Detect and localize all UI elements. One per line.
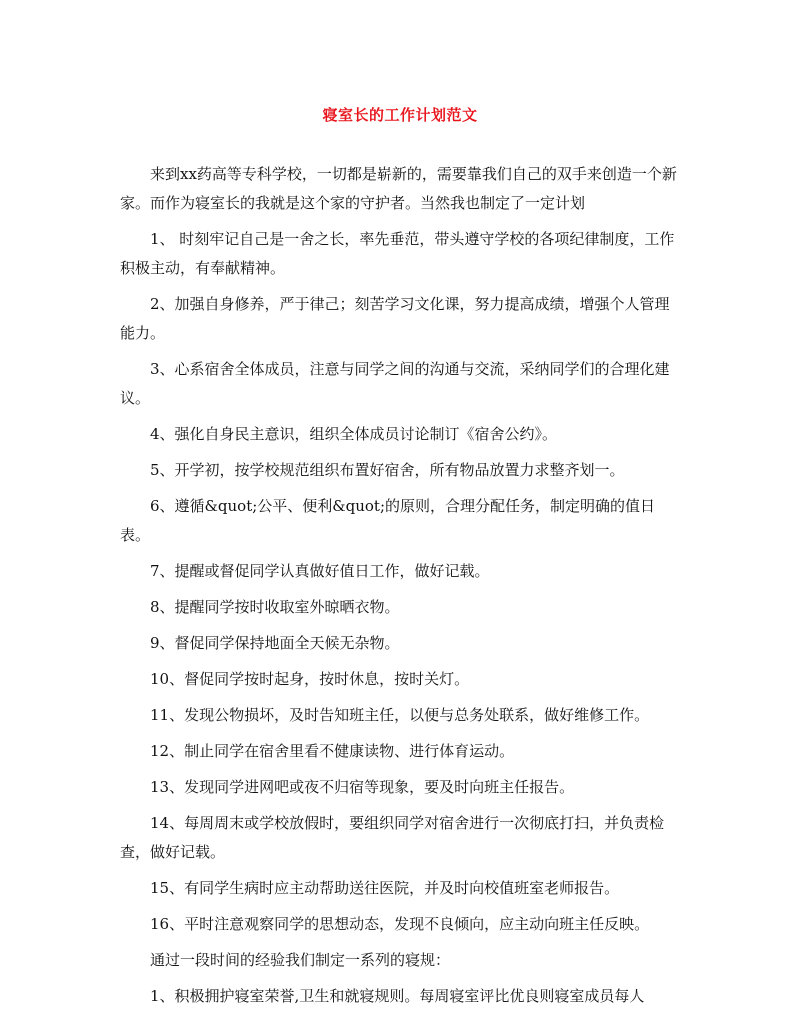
paragraph-item-5: 5、开学初，按学校规范组织布置好宿舍，所有物品放置力求整齐划一。 xyxy=(150,461,625,479)
paragraph-rules-intro: 通过一段时间的经验我们制定一系列的寝规： xyxy=(150,951,451,969)
paragraph-item-2: 2、加强自身修养，严于律己；刻苦学习文化课，努力提高成绩，增强个人管理能力。 xyxy=(120,295,670,342)
paragraph-item-1: 1、 时刻牢记自己是一舍之长，率先垂范，带头遵守学校的各项纪律制度，工作积极主动，有奉献精神。 xyxy=(120,230,675,277)
paragraph-item-13: 13、发现同学进网吧或夜不归宿等现象，要及时向班主任报告。 xyxy=(150,778,575,796)
paragraph-item-10: 10、督促同学按时起身，按时休息，按时关灯。 xyxy=(150,670,470,688)
paragraph-item-16: 16、平时注意观察同学的思想动态，发现不良倾向，应主动向班主任反映。 xyxy=(150,915,650,933)
paragraph-item-11: 11、发现公物损坏，及时告知班主任，以便与总务处联系，做好维修工作。 xyxy=(150,706,650,724)
paragraph-item-9: 9、督促同学保持地面全天候无杂物。 xyxy=(150,634,400,652)
paragraph-item-12: 12、制止同学在宿舍里看不健康读物、进行体育运动。 xyxy=(150,742,515,760)
paragraph-item-15: 15、有同学生病时应主动帮助送往医院，并及时向校值班室老师报告。 xyxy=(150,879,620,897)
paragraph-intro: 来到xx药高等专科学校，一切都是崭新的，需要靠我们自己的双手来创造一个新家。而作为寝室长的我就是这个家的守护者。当然我也制定了一定计划 xyxy=(120,165,677,212)
paragraph-item-8: 8、提醒同学按时收取室外晾晒衣物。 xyxy=(150,598,400,616)
paragraph-item-14: 14、每周周末或学校放假时，要组织同学对宿舍进行一次彻底打扫，并负责检查，做好记载。 xyxy=(120,814,665,861)
document-title: 寝室长的工作计划范文 xyxy=(322,106,478,124)
document-body xyxy=(120,160,680,1018)
paragraph-item-7: 7、提醒或督促同学认真做好值日工作，做好记载。 xyxy=(150,562,490,580)
paragraph-item-6: 6、遵循&quot;公平、便利&quot;的原则，合理分配任务，制定明确的值日表。 xyxy=(120,497,656,544)
paragraph-item-4: 4、强化自身民主意识，组织全体成员讨论制订《宿舍公约》。 xyxy=(150,425,558,443)
paragraph-rule-1: 1、积极拥护寝室荣誉,卫生和就寝规则。每周寝室评比优良则寝室成员每人 xyxy=(150,987,645,1005)
paragraph-item-3: 3、心系宿舍全体成员，注意与同学之间的沟通与交流，采纳同学们的合理化建议。 xyxy=(120,360,670,407)
